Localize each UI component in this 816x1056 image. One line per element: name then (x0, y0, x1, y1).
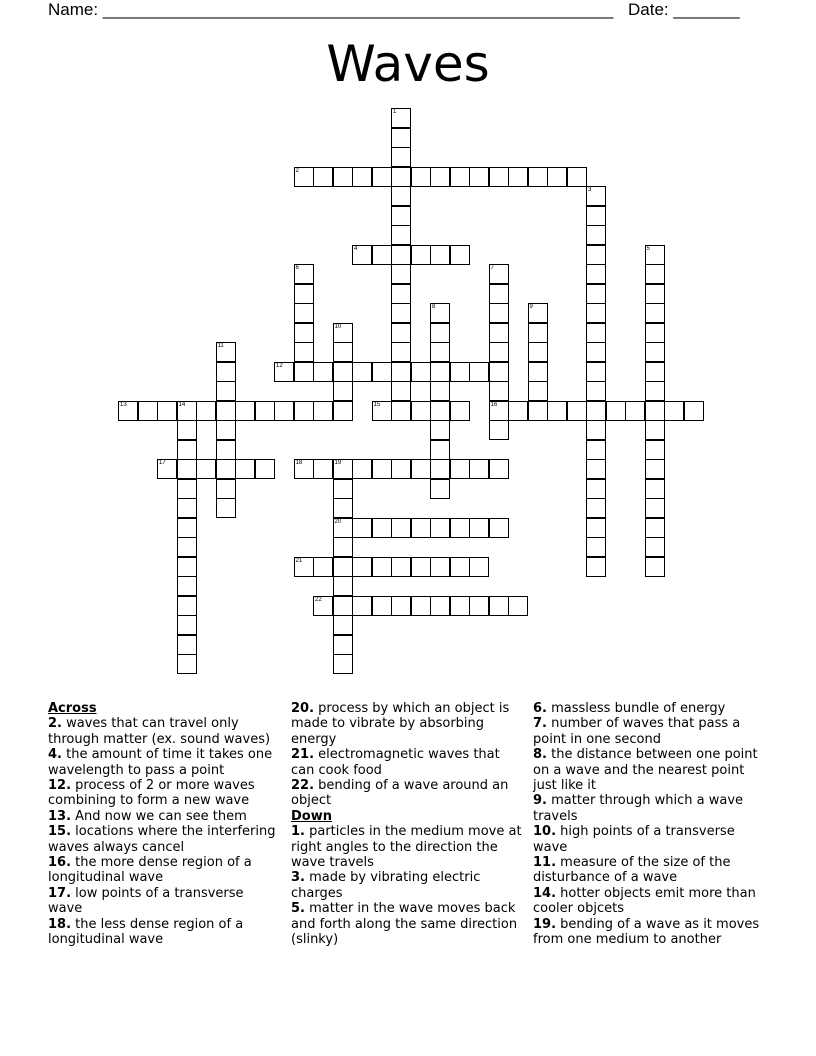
grid-cell[interactable] (391, 108, 411, 128)
grid-cell[interactable] (586, 362, 606, 382)
grid-cell[interactable] (586, 284, 606, 304)
grid-cell[interactable] (391, 381, 411, 401)
grid-cell[interactable] (508, 596, 528, 616)
grid-cell[interactable] (333, 381, 353, 401)
grid-cell[interactable] (411, 459, 431, 479)
clue-number: 15 (373, 401, 381, 408)
grid-cell[interactable] (450, 459, 470, 479)
grid-cell[interactable] (333, 576, 353, 596)
grid-cell[interactable] (216, 459, 236, 479)
grid-cell[interactable] (489, 596, 509, 616)
across-clue-21: 21. electromagnetic waves that can cook food (291, 747, 500, 778)
clues-column-3 (533, 701, 769, 948)
grid-cell[interactable] (411, 245, 431, 265)
grid-cell[interactable] (274, 362, 294, 382)
grid-cell[interactable] (157, 401, 177, 421)
across-clue-22: 22. bending of a wave around an object (291, 778, 509, 809)
across-clue-16: 16. the more dense region of a longitudinal wave (48, 855, 252, 886)
grid-cell[interactable] (333, 596, 353, 616)
grid-cell[interactable] (645, 401, 665, 421)
grid-cell[interactable] (294, 284, 314, 304)
grid-cell[interactable] (333, 323, 353, 343)
clue-number: 9 (529, 304, 533, 310)
grid-cell[interactable] (450, 245, 470, 265)
grid-cell[interactable] (411, 167, 431, 187)
clue-number: 8 (432, 304, 436, 310)
page-title: Waves (326, 35, 490, 93)
grid-cell[interactable] (450, 401, 470, 421)
grid-cell[interactable] (372, 518, 392, 538)
grid-cell[interactable] (372, 401, 392, 421)
grid-cell[interactable] (430, 518, 450, 538)
clue-number: 3 (588, 187, 592, 193)
grid-cell[interactable] (313, 167, 333, 187)
grid-cell[interactable] (235, 459, 255, 479)
grid-cell[interactable] (586, 459, 606, 479)
grid-cell[interactable] (294, 401, 314, 421)
down-clue-1: 1. particles in the medium move at right angles to the direction the wave travels (291, 824, 522, 871)
grid-cell[interactable] (645, 479, 665, 499)
grid-cell[interactable] (294, 323, 314, 343)
clue-number: 22 (315, 596, 322, 603)
grid-cell[interactable] (508, 401, 528, 421)
grid-cell[interactable] (391, 518, 411, 538)
clue-number: 12 (276, 362, 283, 369)
grid-cell[interactable] (567, 401, 587, 421)
down-clue-10: 10. high points of a transverse wave (533, 824, 735, 855)
across-clue-13: 13. And now we can see them (48, 808, 247, 824)
grid-cell[interactable] (489, 323, 509, 343)
grid-cell[interactable] (645, 440, 665, 460)
grid-cell[interactable] (528, 323, 548, 343)
grid-cell[interactable] (391, 401, 411, 421)
grid-cell[interactable] (333, 401, 353, 421)
grid-cell[interactable] (528, 362, 548, 382)
grid-cell[interactable] (586, 323, 606, 343)
grid-cell[interactable] (450, 167, 470, 187)
grid-cell[interactable] (333, 459, 353, 479)
grid-cell[interactable] (391, 245, 411, 265)
name-line[interactable]: ______________________________________________________ (102, 0, 614, 19)
grid-cell[interactable] (586, 264, 606, 284)
grid-cell[interactable] (489, 167, 509, 187)
grid-cell[interactable] (645, 420, 665, 440)
grid-cell[interactable] (313, 557, 333, 577)
grid-cell[interactable] (430, 245, 450, 265)
grid-cell[interactable] (391, 225, 411, 245)
grid-cell[interactable] (411, 401, 431, 421)
grid-cell[interactable] (586, 381, 606, 401)
grid-cell[interactable] (586, 303, 606, 323)
grid-cell[interactable] (586, 440, 606, 460)
grid-cell[interactable] (216, 420, 236, 440)
grid-cell[interactable] (586, 498, 606, 518)
grid-cell[interactable] (157, 459, 177, 479)
grid-cell[interactable] (177, 537, 197, 557)
grid-cell[interactable] (177, 459, 197, 479)
grid-cell[interactable] (391, 323, 411, 343)
grid-cell[interactable] (586, 537, 606, 557)
grid-cell[interactable] (391, 147, 411, 167)
grid-cell[interactable] (352, 245, 372, 265)
grid-cell[interactable] (645, 323, 665, 343)
grid-cell[interactable] (235, 401, 255, 421)
grid-cell[interactable] (489, 303, 509, 323)
grid-cell[interactable] (391, 186, 411, 206)
grid-cell[interactable] (313, 362, 333, 382)
name-label: Name: (48, 0, 103, 19)
grid-cell[interactable] (177, 596, 197, 616)
grid-cell[interactable] (489, 401, 509, 421)
grid-cell[interactable] (586, 420, 606, 440)
clue-number: 11 (217, 343, 224, 349)
grid-cell[interactable] (645, 498, 665, 518)
grid-cell[interactable] (333, 518, 353, 538)
grid-cell[interactable] (645, 284, 665, 304)
grid-cell[interactable] (664, 401, 684, 421)
down-clue-5: 5. matter in the wave moves back and forth along the same direction (slinky) (291, 901, 518, 948)
grid-cell[interactable] (430, 167, 450, 187)
grid-cell[interactable] (313, 401, 333, 421)
grid-cell[interactable] (333, 167, 353, 187)
grid-cell[interactable] (216, 381, 236, 401)
grid-cell[interactable] (411, 362, 431, 382)
grid-cell[interactable] (586, 557, 606, 577)
down-clue-7: 7. number of waves that pass a point in one second (533, 716, 741, 747)
grid-cell[interactable] (177, 557, 197, 577)
grid-cell[interactable] (216, 440, 236, 460)
grid-cell[interactable] (645, 381, 665, 401)
down-clue-9: 9. matter through which a wave travels (533, 793, 744, 824)
grid-cell[interactable] (450, 596, 470, 616)
clue-number: 13 (120, 401, 127, 408)
grid-cell[interactable] (547, 401, 567, 421)
grid-cell[interactable] (294, 342, 314, 362)
grid-cell[interactable] (391, 557, 411, 577)
grid-cell[interactable] (372, 245, 392, 265)
clue-number: 20 (334, 518, 342, 525)
grid-cell[interactable] (547, 167, 567, 187)
across-clue-2: 2. waves that can travel only through matter (ex. sound waves) (48, 716, 271, 747)
clue-number: 7 (490, 265, 494, 271)
clue-number: 16 (490, 401, 498, 408)
grid-cell[interactable] (645, 557, 665, 577)
clue-number: 2 (295, 167, 299, 174)
grid-cell[interactable] (430, 440, 450, 460)
grid-cell[interactable] (469, 362, 489, 382)
grid-cell[interactable] (216, 498, 236, 518)
grid-cell[interactable] (391, 167, 411, 187)
grid-cell[interactable] (645, 518, 665, 538)
grid-cell[interactable] (177, 420, 197, 440)
grid-cell[interactable] (118, 401, 138, 421)
grid-cell[interactable] (586, 245, 606, 265)
grid-cell[interactable] (430, 342, 450, 362)
clue-number: 19 (334, 460, 342, 466)
grid-cell[interactable] (489, 342, 509, 362)
across-heading: Across (48, 701, 97, 716)
grid-cell[interactable] (294, 303, 314, 323)
grid-cell[interactable] (645, 264, 665, 284)
grid-cell[interactable] (391, 303, 411, 323)
grid-cell[interactable] (645, 459, 665, 479)
grid-cell[interactable] (352, 596, 372, 616)
grid-cell[interactable] (508, 167, 528, 187)
across-clue-18: 18. the less dense region of a longitudinal wave (48, 916, 244, 948)
grid-cell[interactable] (177, 654, 197, 674)
grid-cell[interactable] (450, 362, 470, 382)
grid-cell[interactable] (391, 342, 411, 362)
date-label: Date: (628, 0, 674, 19)
grid-cell[interactable] (216, 401, 236, 421)
grid-cell[interactable] (391, 128, 411, 148)
down-clue-14: 14. hotter objects emit more than cooler objcets (533, 885, 756, 917)
grid-cell[interactable] (430, 557, 450, 577)
grid-cell[interactable] (216, 479, 236, 499)
grid-cell[interactable] (294, 557, 314, 577)
grid-cell[interactable] (430, 479, 450, 499)
grid-cell[interactable] (606, 401, 626, 421)
grid-cell[interactable] (430, 596, 450, 616)
grid-cell[interactable] (391, 596, 411, 616)
grid-cell[interactable] (372, 596, 392, 616)
grid-cell[interactable] (177, 440, 197, 460)
across-clue-12: 12. process of 2 or more waves combining to form a new wave (48, 778, 255, 809)
grid-cell[interactable] (294, 167, 314, 187)
across-clue-4: 4. the amount of time it takes one wavelength to pass a point (48, 747, 273, 778)
grid-cell[interactable] (489, 264, 509, 284)
grid-cell[interactable] (430, 323, 450, 343)
clues-column-2 (291, 701, 523, 948)
clue-number: 6 (295, 265, 299, 271)
grid-cell[interactable] (586, 401, 606, 421)
grid-cell[interactable] (645, 342, 665, 362)
grid-cell[interactable] (391, 264, 411, 284)
grid-cell[interactable] (684, 401, 704, 421)
grid-cell[interactable] (294, 362, 314, 382)
clue-number: 21 (295, 557, 303, 564)
grid-cell[interactable] (430, 381, 450, 401)
grid-cell[interactable] (255, 401, 275, 421)
grid-cell[interactable] (177, 479, 197, 499)
down-clue-6: 6. massless bundle of energy (533, 701, 726, 716)
grid-cell[interactable] (469, 518, 489, 538)
grid-cell[interactable] (333, 362, 353, 382)
grid-cell[interactable] (313, 459, 333, 479)
grid-cell[interactable] (333, 498, 353, 518)
grid-cell[interactable] (430, 459, 450, 479)
grid-cell[interactable] (352, 167, 372, 187)
grid-cell[interactable] (177, 498, 197, 518)
grid-cell[interactable] (391, 459, 411, 479)
grid-cell[interactable] (567, 167, 587, 187)
grid-cell[interactable] (294, 459, 314, 479)
down-clue-19: 19. bending of a wave as it moves from one medium to another (533, 916, 760, 948)
grid-cell[interactable] (645, 245, 665, 265)
grid-cell[interactable] (586, 186, 606, 206)
grid-cell[interactable] (372, 459, 392, 479)
grid-cell[interactable] (313, 596, 333, 616)
grid-cell[interactable] (333, 537, 353, 557)
grid-cell[interactable] (274, 401, 294, 421)
grid-cell[interactable] (528, 303, 548, 323)
grid-cell[interactable] (586, 206, 606, 226)
grid-cell[interactable] (625, 401, 645, 421)
grid-cell[interactable] (372, 557, 392, 577)
grid-cell[interactable] (528, 381, 548, 401)
across-clue-17: 17. low points of a transverse wave (48, 885, 244, 917)
clue-number: 4 (354, 245, 358, 252)
grid-cell[interactable] (333, 479, 353, 499)
grid-cell[interactable] (391, 284, 411, 304)
grid-cell[interactable] (255, 459, 275, 479)
clue-number: 17 (159, 460, 166, 466)
grid-cell[interactable] (411, 518, 431, 538)
grid-cell[interactable] (489, 381, 509, 401)
down-heading: Down (291, 808, 332, 824)
grid-cell[interactable] (489, 362, 509, 382)
clue-number: 10 (334, 323, 342, 330)
grid-cell[interactable] (469, 596, 489, 616)
grid-cell[interactable] (430, 401, 450, 421)
grid-cell[interactable] (450, 557, 470, 577)
clue-number: 5 (646, 245, 650, 252)
grid-cell[interactable] (528, 401, 548, 421)
grid-cell[interactable] (196, 459, 216, 479)
clues-column-1 (48, 701, 278, 948)
clue-number: 18 (295, 460, 303, 466)
grid-cell[interactable] (177, 576, 197, 596)
grid-cell[interactable] (177, 518, 197, 538)
grid-cell[interactable] (586, 342, 606, 362)
grid-cell[interactable] (645, 537, 665, 557)
grid-cell[interactable] (138, 401, 158, 421)
grid-cell[interactable] (196, 401, 216, 421)
grid-cell[interactable] (333, 654, 353, 674)
grid-cell[interactable] (391, 206, 411, 226)
grid-cell[interactable] (411, 557, 431, 577)
grid-cell[interactable] (469, 557, 489, 577)
grid-cell[interactable] (528, 167, 548, 187)
grid-cell[interactable] (586, 225, 606, 245)
grid-cell[interactable] (352, 557, 372, 577)
grid-cell[interactable] (216, 342, 236, 362)
across-clue-20: 20. process by which an object is made to vibrate by absorbing energy (291, 701, 510, 747)
clue-number: 1 (393, 109, 397, 115)
down-clue-8: 8. the distance between one point on a wave and the nearest point just like it (533, 747, 758, 794)
grid-cell[interactable] (489, 284, 509, 304)
grid-cell[interactable] (333, 635, 353, 655)
grid-cell[interactable] (333, 342, 353, 362)
across-clue-15: 15. locations where the interfering waves always cancel (48, 824, 276, 855)
grid-cell[interactable] (450, 518, 470, 538)
grid-cell[interactable] (216, 362, 236, 382)
grid-cell[interactable] (352, 518, 372, 538)
grid-cell[interactable] (430, 303, 450, 323)
grid-cell[interactable] (177, 635, 197, 655)
grid-cell[interactable] (586, 518, 606, 538)
grid-cell[interactable] (352, 362, 372, 382)
down-clue-3: 3. made by vibrating electric charges (291, 870, 481, 901)
grid-cell[interactable] (645, 362, 665, 382)
grid-cell[interactable] (391, 362, 411, 382)
grid-cell[interactable] (177, 401, 197, 421)
grid-cell[interactable] (372, 167, 392, 187)
grid-cell[interactable] (489, 518, 509, 538)
grid-cell[interactable] (333, 557, 353, 577)
date-line[interactable]: _______ (673, 0, 740, 19)
grid-cell[interactable] (645, 303, 665, 323)
grid-cell[interactable] (372, 362, 392, 382)
grid-cell[interactable] (177, 615, 197, 635)
grid-cell[interactable] (469, 167, 489, 187)
grid-cell[interactable] (430, 420, 450, 440)
clue-number: 14 (178, 401, 186, 408)
grid-cell[interactable] (430, 362, 450, 382)
down-clue-11: 11. measure of the size of the disturbance of a wave (533, 855, 731, 886)
grid-cell[interactable] (489, 420, 509, 440)
grid-cell[interactable] (528, 342, 548, 362)
grid-cell[interactable] (411, 596, 431, 616)
grid-cell[interactable] (586, 479, 606, 499)
grid-cell[interactable] (352, 459, 372, 479)
grid-cell[interactable] (333, 615, 353, 635)
grid-cell[interactable] (294, 264, 314, 284)
grid-cell[interactable] (469, 459, 489, 479)
grid-cell[interactable] (489, 459, 509, 479)
